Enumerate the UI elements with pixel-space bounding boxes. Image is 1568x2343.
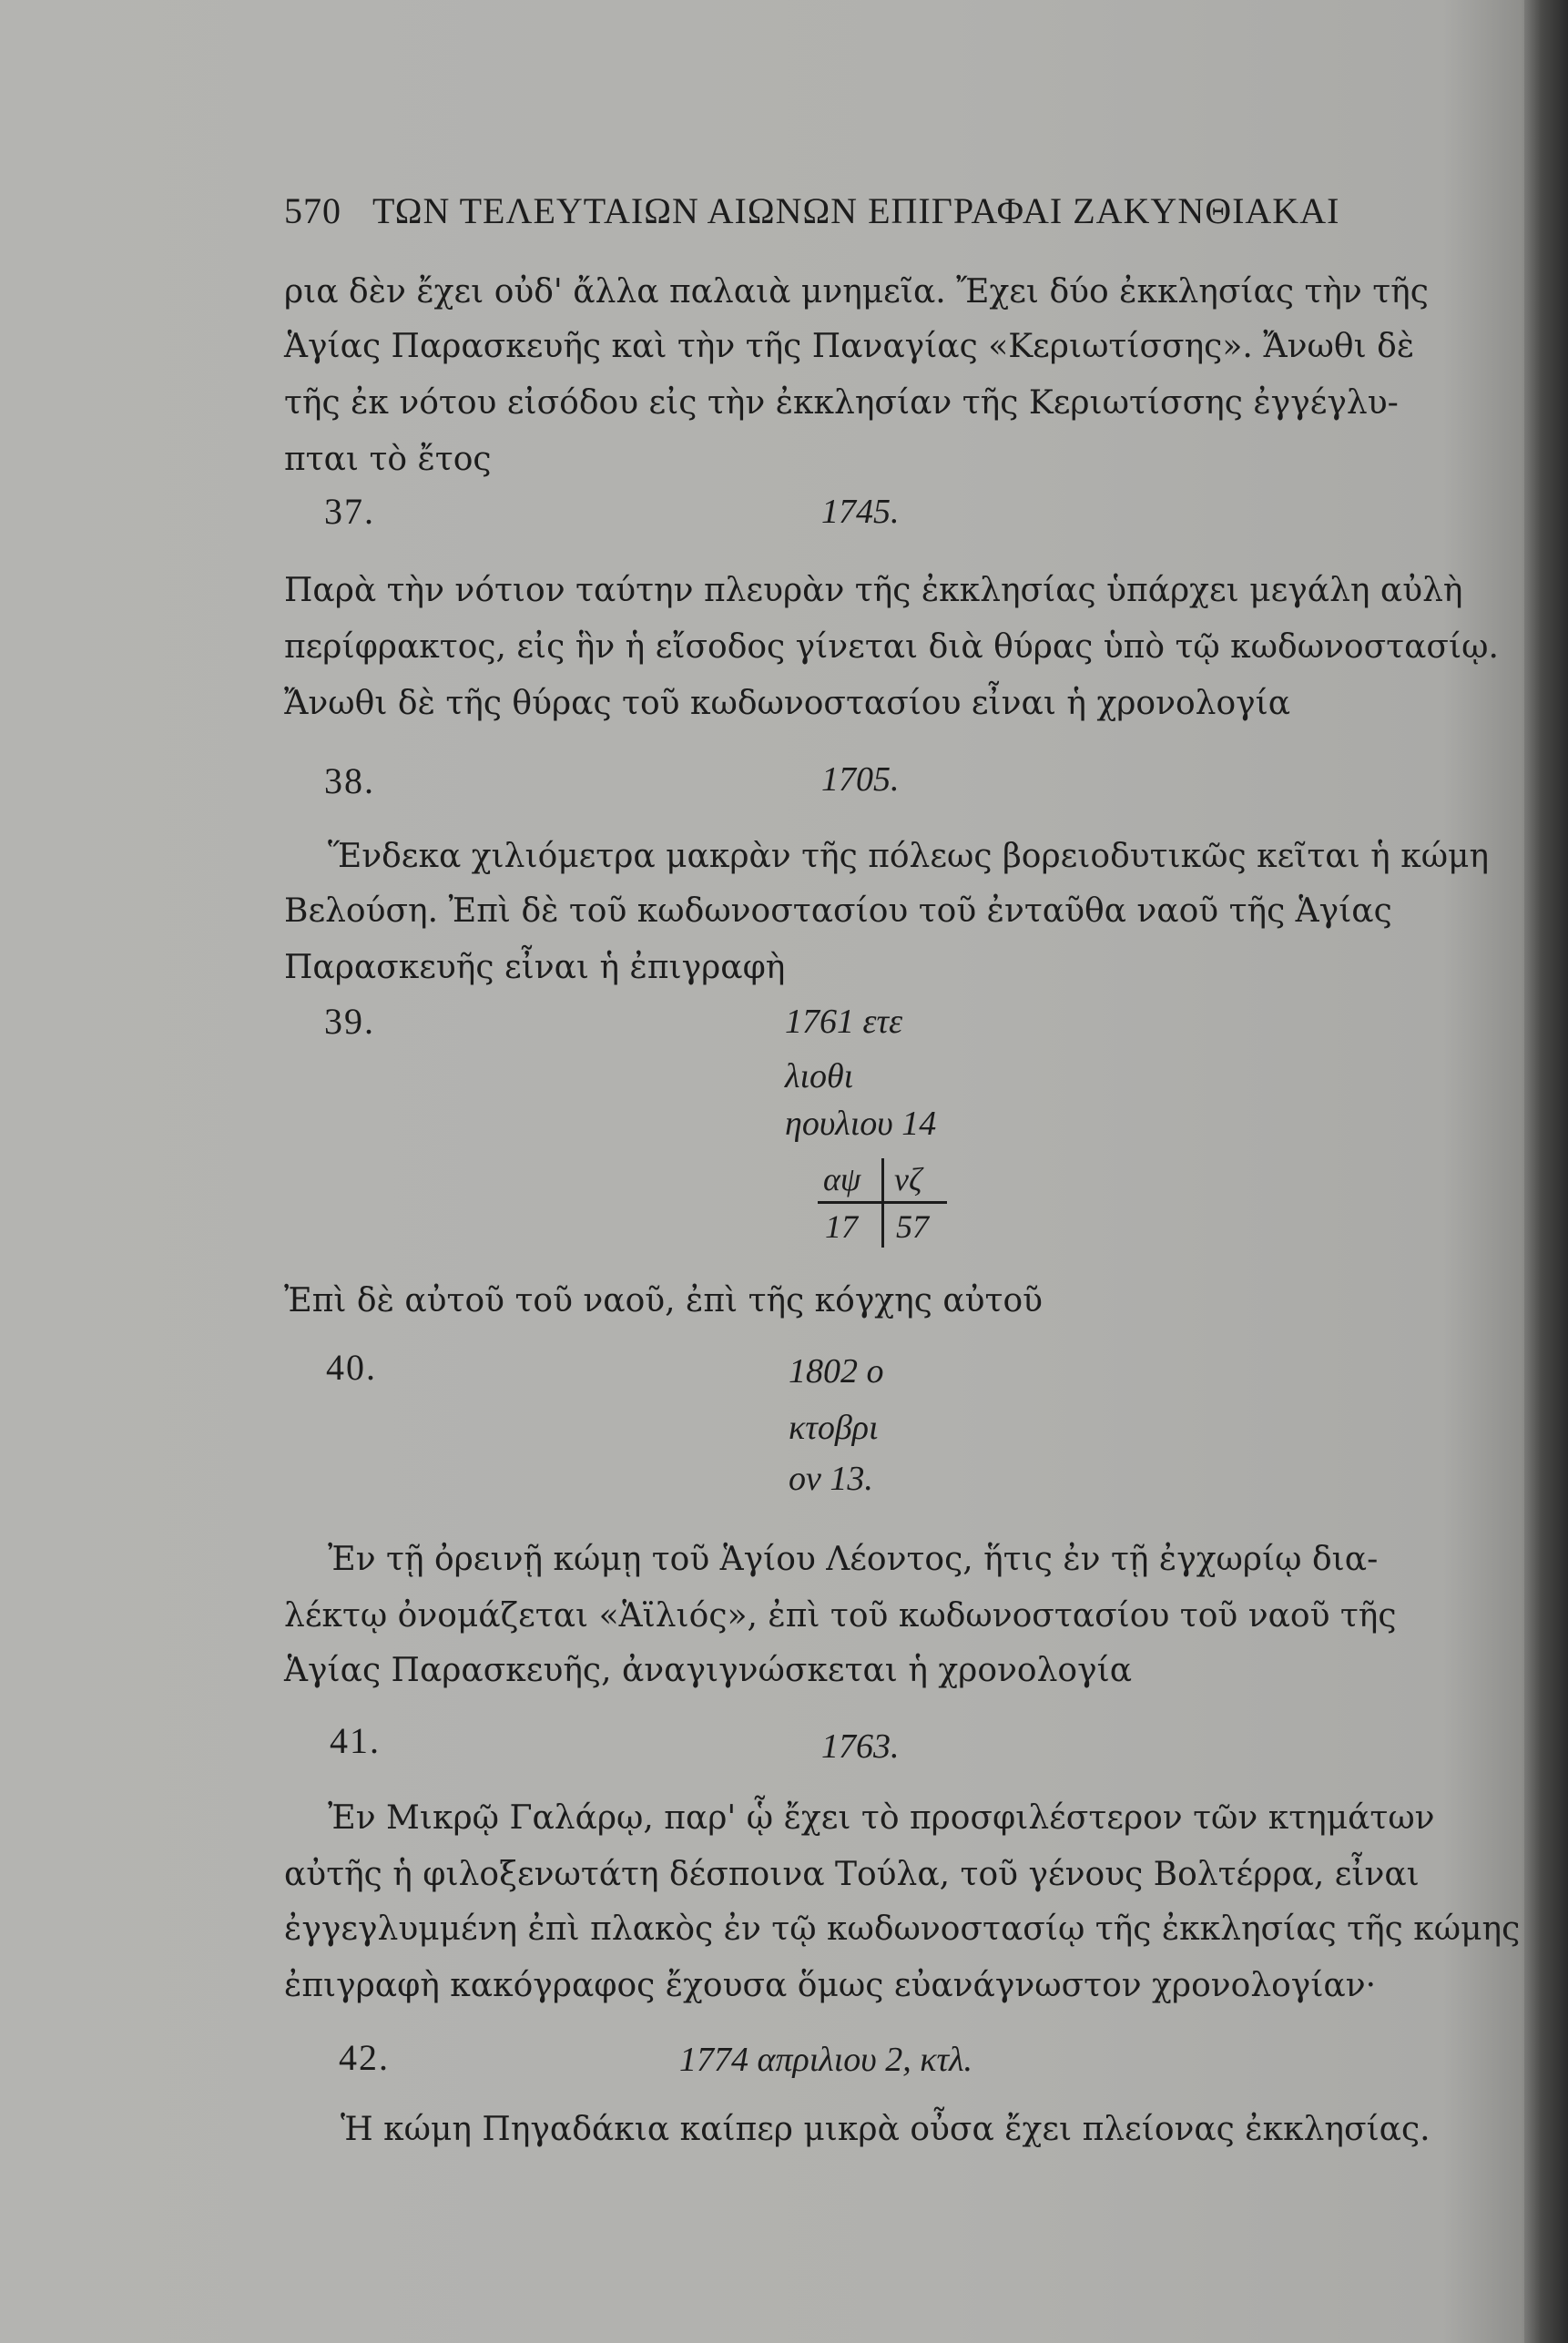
para2-line-2: περίφρακτος, εἰς ἣν ἡ εἴσοδος γίνεται διὰ θύρας ὑπὸ τῷ κωδωνοστασίῳ. [284, 628, 1499, 666]
para3-line-1: Ἕνδεκα χιλιόμετρα μακρὰν τῆς πόλεως βορειοδυτικῶς κεῖται ἡ κώμη [328, 838, 1490, 875]
para3-line-2: Βελούση. Ἐπὶ δὲ τοῦ κωδωνοστασίου τοῦ ἐνταῦθα ναοῦ τῆς Ἁγίας [284, 892, 1392, 930]
item-37-date: 1745. [821, 493, 900, 531]
item-39-line-1: 1761 ετε [785, 1003, 903, 1041]
cross-bottom-left: 17 [825, 1208, 858, 1245]
item-40-line-2: κτοβρι [789, 1409, 879, 1447]
book-spine-shadow [1524, 0, 1568, 2343]
inscription-cross-table [818, 1155, 947, 1249]
para1-line-1: ρια δὲν ἔχει οὐδ' ἄλλα παλαιὰ μνημεῖα. Ἔχει δύο ἐκκλησίας τὴν τῆς [284, 273, 1429, 311]
item-39-number: 39. [324, 1001, 375, 1042]
para1-line-2: Ἁγίας Παρασκευῆς καὶ τὴν τῆς Παναγίας «Κεριωτίσσης». Ἄνωθι δὲ [284, 328, 1415, 365]
para7-line-1: Ἡ κώμη Πηγαδάκια καίπερ μικρὰ οὖσα ἔχει πλείονας ἐκκλησίας. [341, 2111, 1431, 2148]
cross-top-right: νζ [894, 1161, 922, 1197]
para5-line-1: Ἐν τῇ ὀρεινῇ κώμῃ τοῦ Ἁγίου Λέοντος, ἥτις ἐν τῇ ἐγχωρίῳ δια- [328, 1541, 1379, 1578]
para5-line-3: Ἁγίας Παρασκευῆς, ἀναγιγνώσκεται ἡ χρονολογία [284, 1652, 1133, 1689]
item-41-number: 41. [330, 1720, 381, 1761]
para4-line-1: Ἐπὶ δὲ αὐτοῦ τοῦ ναοῦ, ἐπὶ τῆς κόγχης αὐτοῦ [284, 1282, 1044, 1319]
cross-bottom-right: 57 [896, 1208, 929, 1245]
item-40-line-1: 1802 ο [789, 1352, 884, 1391]
page-number: 570 [284, 190, 341, 231]
para2-line-3: Ἄνωθι δὲ τῆς θύρας τοῦ κωδωνοστασίου εἶναι ἡ χρονολογία [284, 685, 1291, 722]
item-37-number: 37. [324, 491, 375, 532]
running-title: ΤΩΝ ΤΕΛΕΥΤΑΙΩΝ ΑΙΩΝΩΝ ΕΠΙΓΡΑΦΑΙ ΖΑΚΥΝΘΙΑΚΑΙ [372, 190, 1340, 231]
item-41-date: 1763. [821, 1727, 900, 1766]
para5-line-2: λέκτῳ ὀνομάζεται «Ἁϊλιός», ἐπὶ τοῦ κωδωνοστασίου τοῦ ναοῦ τῆς [284, 1597, 1397, 1635]
item-38-number: 38. [324, 760, 375, 801]
item-39-line-2: λιοθι [785, 1057, 854, 1095]
item-40-number: 40. [326, 1347, 377, 1388]
item-42-number: 42. [339, 2037, 390, 2078]
item-40-line-3: ον 13. [789, 1460, 873, 1498]
cross-top-left: αψ [823, 1161, 861, 1197]
para1-line-3: τῆς ἐκ νότου εἰσόδου εἰς τὴν ἐκκλησίαν τῆς Κεριωτίσσης ἐγγέγλυ- [284, 384, 1399, 422]
running-header [284, 189, 1339, 232]
item-39-line-3: ηουλιου 14 [785, 1105, 937, 1143]
cross-horizontal-rule [818, 1201, 947, 1204]
item-42-date: 1774 απριλιου 2, κτλ. [679, 2041, 973, 2079]
item-38-date: 1705. [821, 760, 900, 799]
para2-line-1: Παρὰ τὴν νότιον ταύτην πλευρὰν τῆς ἐκκλησίας ὑπάρχει μεγάλη αὐλὴ [284, 572, 1463, 609]
para6-line-3: ἐγγεγλυμμένη ἐπὶ πλακὸς ἐν τῷ κωδωνοστασίῳ τῆς ἐκκλησίας τῆς κώμης [284, 1910, 1521, 1948]
para6-line-4: ἐπιγραφὴ κακόγραφος ἔχουσα ὅμως εὐανάγνωστον χρονολογίαν· [284, 1967, 1377, 2004]
para3-line-3: Παρασκευῆς εἶναι ἡ ἐπιγραφὴ [284, 949, 786, 986]
para6-line-2: αὐτῆς ἡ φιλοξενωτάτη δέσποινα Τούλα, τοῦ γένους Βολτέρρα, εἶναι [284, 1856, 1420, 1893]
para1-line-4: πται τὸ ἔτος [284, 441, 492, 478]
para6-line-1: Ἐν Μικρῷ Γαλάρῳ, παρ' ᾧ ἔχει τὸ προσφιλέστερον τῶν κτημάτων [328, 1799, 1435, 1837]
